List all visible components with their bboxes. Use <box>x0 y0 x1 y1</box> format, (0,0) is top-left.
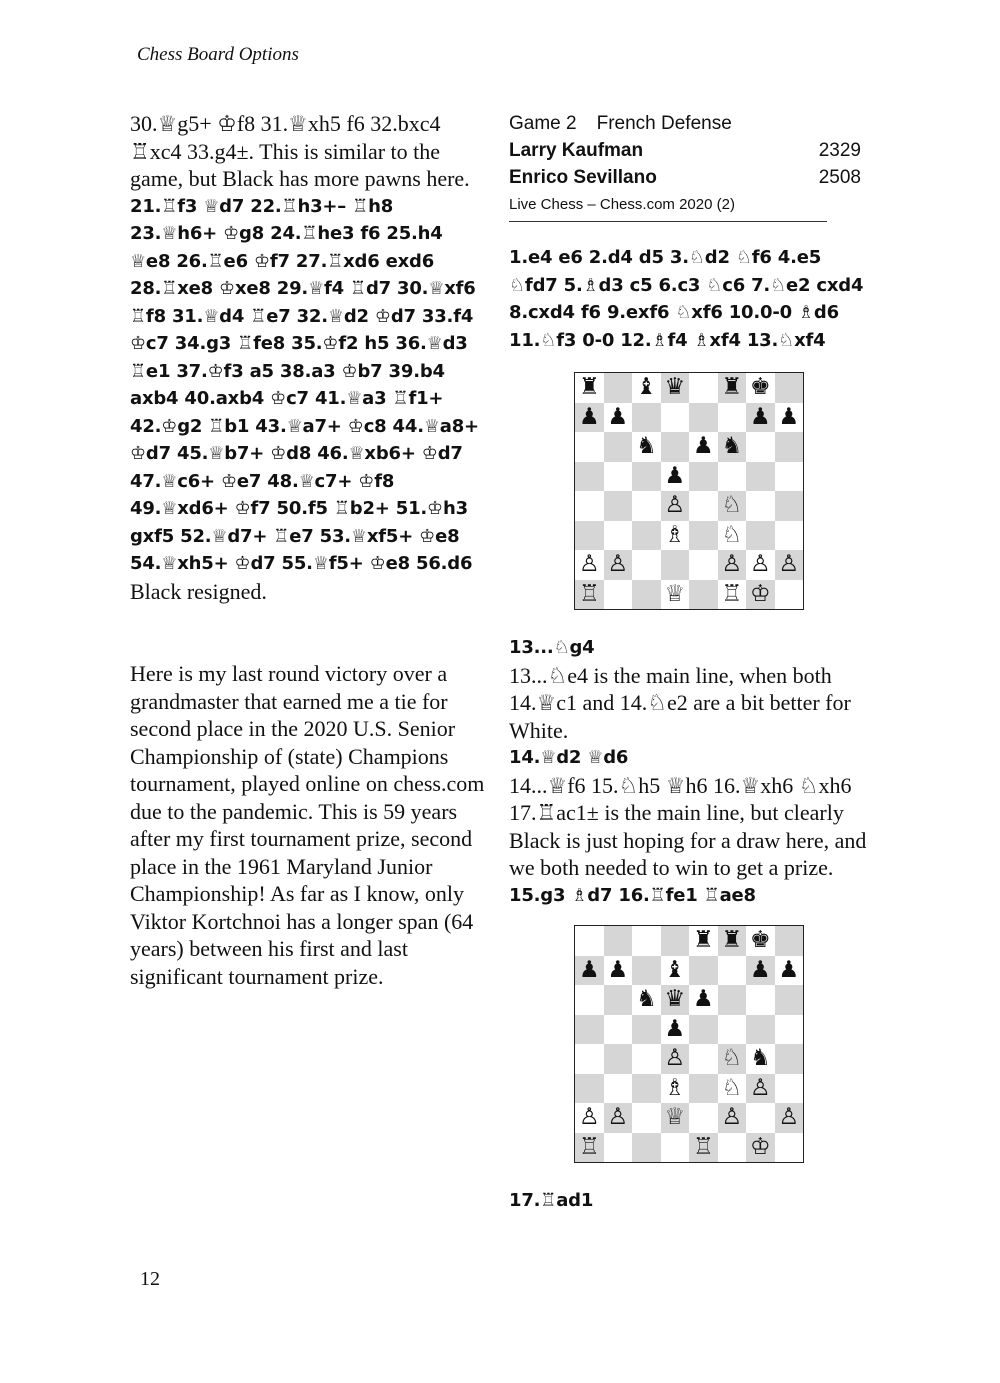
board-square <box>775 1133 804 1163</box>
black-knight-icon: ♞ <box>635 986 657 1013</box>
white-pawn-icon: ♙ <box>664 1045 686 1072</box>
left-paragraph-1: 30.♕g5+ ♔f8 31.♕xh5 f6 32.bxc4 ♖xc4 33.g4±. This is similar to the game, but Black has more pawns here. <box>130 111 470 191</box>
white-rating: 2329 <box>818 140 861 161</box>
black-pawn-icon: ♟ <box>664 1015 686 1042</box>
board-square <box>632 926 661 956</box>
board-square <box>718 1044 747 1074</box>
page-number: 12 <box>140 1268 160 1290</box>
board-square <box>575 1015 604 1045</box>
right-move-list-1: 1.e4 e6 2.d4 d5 3.♘d2 ♘f6 4.e5 ♘fd7 5.♗d3 c5 6.c3 ♘c6 7.♘e2 cxd4 8.cxd4 f6 9.exf6 ♘xf6 10.0-0 ♗d6 11.♘f3 0-0 12.♗f4 ♗xf4 13.♘xf4 <box>509 247 864 351</box>
board-square <box>718 956 747 986</box>
board-square <box>689 1133 718 1163</box>
white-pawn-icon: ♙ <box>607 551 629 578</box>
board-square <box>775 462 804 492</box>
black-pawn-icon: ♟ <box>749 403 771 430</box>
board-square <box>718 550 747 580</box>
board-square <box>689 462 718 492</box>
black-pawn-icon: ♟ <box>749 956 771 983</box>
board-square <box>661 1044 690 1074</box>
game-title <box>509 110 869 137</box>
board-square <box>746 926 775 956</box>
board-square <box>689 1015 718 1045</box>
board-square <box>718 491 747 521</box>
board-square <box>632 1133 661 1163</box>
white-player: Larry Kaufman <box>509 140 644 161</box>
board-square <box>575 462 604 492</box>
black-queen-icon: ♛ <box>664 986 686 1013</box>
white-pawn-icon: ♙ <box>778 551 800 578</box>
board-square <box>746 1074 775 1104</box>
black-pawn-icon: ♟ <box>778 403 800 430</box>
board-square <box>718 373 747 403</box>
board-square <box>689 985 718 1015</box>
board-square <box>746 432 775 462</box>
board-square <box>775 1015 804 1045</box>
board-square <box>746 985 775 1015</box>
board-square <box>604 1015 633 1045</box>
chess-board-2 <box>574 925 804 1163</box>
board-square <box>775 550 804 580</box>
white-king-icon: ♔ <box>749 580 771 607</box>
left-column <box>130 110 485 990</box>
board-square <box>746 580 775 610</box>
black-rook-icon: ♜ <box>692 927 714 954</box>
board-square <box>718 1015 747 1045</box>
right-move-2: 13...♘g4 <box>509 637 595 658</box>
board-square <box>718 432 747 462</box>
board-square <box>746 956 775 986</box>
left-paragraph-3: Here is my last round victory over a grandmaster that earned me a tie for second place in the 2020 U.S. Senior Championship of (state) Champions tournament, played online on chess.com due to the pandemic. This is 59 years after my first tournament prize, second place in the 1961 Maryland Junior Championship! As far as I know, only Viktor Kortchnoi has a longer span (64 years) between his first and last significant tournament prize. <box>130 661 485 989</box>
black-rook-icon: ♜ <box>721 927 743 954</box>
board-square <box>632 1074 661 1104</box>
board-square <box>775 926 804 956</box>
board-square <box>661 550 690 580</box>
board-square <box>661 985 690 1015</box>
board-square <box>689 491 718 521</box>
board-square <box>632 580 661 610</box>
black-knight-icon: ♞ <box>635 433 657 460</box>
white-queen-icon: ♕ <box>664 1104 686 1131</box>
black-bishop-icon: ♝ <box>664 956 686 983</box>
board-square <box>718 1133 747 1163</box>
board-square <box>632 985 661 1015</box>
board-square <box>746 521 775 551</box>
board-square <box>632 491 661 521</box>
white-pawn-icon: ♙ <box>664 492 686 519</box>
board-square <box>689 521 718 551</box>
board-square <box>718 926 747 956</box>
black-pawn-icon: ♟ <box>664 462 686 489</box>
board-square <box>604 1133 633 1163</box>
board-square <box>746 1133 775 1163</box>
board-square <box>718 580 747 610</box>
white-knight-icon: ♘ <box>721 521 743 548</box>
right-paragraph-1: 13...♘e4 is the main line, when both 14.♕c1 and 14.♘e2 are a bit better for White. <box>509 662 851 743</box>
white-rook-icon: ♖ <box>578 1133 600 1160</box>
board-square <box>575 580 604 610</box>
board-square <box>632 521 661 551</box>
board-square <box>575 1074 604 1104</box>
running-head: Chess Board Options <box>137 44 299 65</box>
board-square <box>775 985 804 1015</box>
black-player: Enrico Sevillano <box>509 167 657 188</box>
black-knight-icon: ♞ <box>721 433 743 460</box>
board-square <box>746 373 775 403</box>
board-square <box>575 373 604 403</box>
board-square <box>661 1133 690 1163</box>
white-pawn-icon: ♙ <box>607 1104 629 1131</box>
board-square <box>746 1103 775 1133</box>
board-square <box>604 1044 633 1074</box>
board-square <box>746 550 775 580</box>
board-square <box>775 1044 804 1074</box>
board-square <box>575 432 604 462</box>
board-square <box>689 550 718 580</box>
board-square <box>604 926 633 956</box>
board-square <box>604 550 633 580</box>
game-opening: French Defense <box>596 113 732 134</box>
board-square <box>604 956 633 986</box>
white-rook-icon: ♖ <box>692 1133 714 1160</box>
left-move-list: 21.♖f3 ♕d7 22.♖h3+– ♖h8 23.♕h6+ ♔g8 24.♖he3 f6 25.h4 ♕e8 26.♖e6 ♔f7 27.♖xd6 exd6 28.♖xe8 ♔xe8 29.♕f4 ♖d7 30.♕xf6 ♖f8 31.♕d4 ♖e7 32.♕d2 ♔d7 33.f4 ♔c7 34.g3 ♖fe8 35.♔f2 h5 36.♕d3 ♖e1 37.♔f3 a5 38.a3 ♔b7 39.b4 axb4 40.axb4 ♔c7 41.♕a3 ♖f1+ 42.♔g2 ♖b1 43.♕a7+ ♔c8 44.♕a8+ ♔d7 45.♕b7+ ♔d8 46.♕xb6+ ♔d7 47.♕c6+ ♔e7 48.♕c7+ ♔f8 49.♕xd6+ ♔f7 50.f5 ♖b2+ 51.♔h3 gxf5 52.♕d7+ ♖e7 53.♕xf5+ ♔e8 54.♕xh5+ ♔d7 55.♕f5+ ♔e8 56.d6 <box>130 195 479 574</box>
board-square <box>718 521 747 551</box>
board-square <box>746 462 775 492</box>
white-knight-icon: ♘ <box>721 1074 743 1101</box>
board-square <box>689 1074 718 1104</box>
black-knight-icon: ♞ <box>749 1045 771 1072</box>
white-pawn-icon: ♙ <box>578 551 600 578</box>
black-pawn-icon: ♟ <box>607 956 629 983</box>
board-square <box>575 550 604 580</box>
board-square <box>661 1015 690 1045</box>
board-square <box>604 1074 633 1104</box>
board-square <box>604 521 633 551</box>
game-header <box>509 110 869 222</box>
white-pawn-icon: ♙ <box>721 551 743 578</box>
board-square <box>661 403 690 433</box>
white-rook-icon: ♖ <box>721 580 743 607</box>
board-square <box>689 1103 718 1133</box>
white-pawn-icon: ♙ <box>721 1104 743 1131</box>
board-square <box>718 403 747 433</box>
board-square <box>604 580 633 610</box>
board-square <box>718 985 747 1015</box>
black-pawn-icon: ♟ <box>578 403 600 430</box>
board-square <box>775 1103 804 1133</box>
board-square <box>632 956 661 986</box>
board-square <box>604 403 633 433</box>
white-pawn-icon: ♙ <box>578 1104 600 1131</box>
board-square <box>632 550 661 580</box>
white-knight-icon: ♘ <box>721 492 743 519</box>
white-knight-icon: ♘ <box>721 1045 743 1072</box>
black-pawn-icon: ♟ <box>578 956 600 983</box>
board-square <box>718 462 747 492</box>
board-square <box>775 432 804 462</box>
board-square <box>746 403 775 433</box>
white-bishop-icon: ♗ <box>664 521 686 548</box>
black-player-row <box>509 164 861 191</box>
game-event: Live Chess – Chess.com 2020 (2) <box>509 191 827 222</box>
board-square <box>661 1074 690 1104</box>
right-column <box>509 110 869 1215</box>
board-square <box>661 956 690 986</box>
board-square <box>661 373 690 403</box>
right-paragraph-2: 14...♕f6 15.♘h5 ♕h6 16.♕xh6 ♘xh6 17.♖ac1± is the main line, but clearly Black is just hoping for a draw here, and we both needed to win to get a prize. <box>509 772 867 880</box>
right-move-4: 15.g3 ♗d7 16.♖fe1 ♖ae8 <box>509 884 756 906</box>
board-square <box>775 1074 804 1104</box>
white-king-icon: ♔ <box>749 1133 771 1160</box>
board-square <box>604 491 633 521</box>
board-square <box>775 403 804 433</box>
board-square <box>575 1133 604 1163</box>
chess-board-1 <box>574 372 804 610</box>
board-square <box>661 432 690 462</box>
board-square <box>689 373 718 403</box>
board-square <box>575 926 604 956</box>
white-player-row <box>509 137 861 164</box>
board-square <box>575 1044 604 1074</box>
black-rating: 2508 <box>818 167 861 188</box>
black-king-icon: ♚ <box>749 374 771 401</box>
board-square <box>775 491 804 521</box>
board-square <box>689 403 718 433</box>
board-square <box>604 432 633 462</box>
board-square <box>575 985 604 1015</box>
white-queen-icon: ♕ <box>664 580 686 607</box>
board-square <box>575 403 604 433</box>
board-square <box>746 1015 775 1045</box>
white-pawn-icon: ♙ <box>778 1104 800 1131</box>
board-square <box>575 491 604 521</box>
board-square <box>632 462 661 492</box>
black-bishop-icon: ♝ <box>635 374 657 401</box>
board-square <box>575 956 604 986</box>
board-square <box>632 373 661 403</box>
board-square <box>661 521 690 551</box>
board-square <box>746 491 775 521</box>
black-rook-icon: ♜ <box>578 374 600 401</box>
board-square <box>689 580 718 610</box>
board-square <box>632 1015 661 1045</box>
board-square <box>661 580 690 610</box>
board-square <box>575 521 604 551</box>
board-square <box>689 432 718 462</box>
board-square <box>689 926 718 956</box>
black-rook-icon: ♜ <box>721 374 743 401</box>
board-square <box>604 373 633 403</box>
black-pawn-icon: ♟ <box>692 986 714 1013</box>
black-pawn-icon: ♟ <box>778 956 800 983</box>
board-square <box>632 403 661 433</box>
right-move-3: 14.♕d2 ♕d6 <box>509 747 629 768</box>
board-square <box>775 521 804 551</box>
board-square <box>632 1044 661 1074</box>
black-pawn-icon: ♟ <box>607 403 629 430</box>
board-square <box>775 956 804 986</box>
black-queen-icon: ♛ <box>664 374 686 401</box>
black-king-icon: ♚ <box>749 927 771 954</box>
white-bishop-icon: ♗ <box>664 1074 686 1101</box>
board-square <box>775 580 804 610</box>
board-square <box>689 956 718 986</box>
black-pawn-icon: ♟ <box>692 433 714 460</box>
board-square <box>661 491 690 521</box>
white-pawn-icon: ♙ <box>749 1074 771 1101</box>
white-pawn-icon: ♙ <box>749 551 771 578</box>
board-square <box>575 1103 604 1133</box>
board-square <box>604 1103 633 1133</box>
board-square <box>661 926 690 956</box>
board-square <box>718 1103 747 1133</box>
board-square <box>718 1074 747 1104</box>
board-square <box>604 462 633 492</box>
right-move-5: 17.♖ad1 <box>509 1190 594 1211</box>
board-square <box>661 462 690 492</box>
board-square <box>632 1103 661 1133</box>
board-square <box>661 1103 690 1133</box>
white-rook-icon: ♖ <box>578 580 600 607</box>
board-square <box>746 1044 775 1074</box>
board-square <box>689 1044 718 1074</box>
game-number: Game 2 <box>509 113 577 134</box>
board-square <box>604 985 633 1015</box>
board-square <box>632 432 661 462</box>
board-square <box>775 373 804 403</box>
left-paragraph-2: Black resigned. <box>130 578 267 604</box>
